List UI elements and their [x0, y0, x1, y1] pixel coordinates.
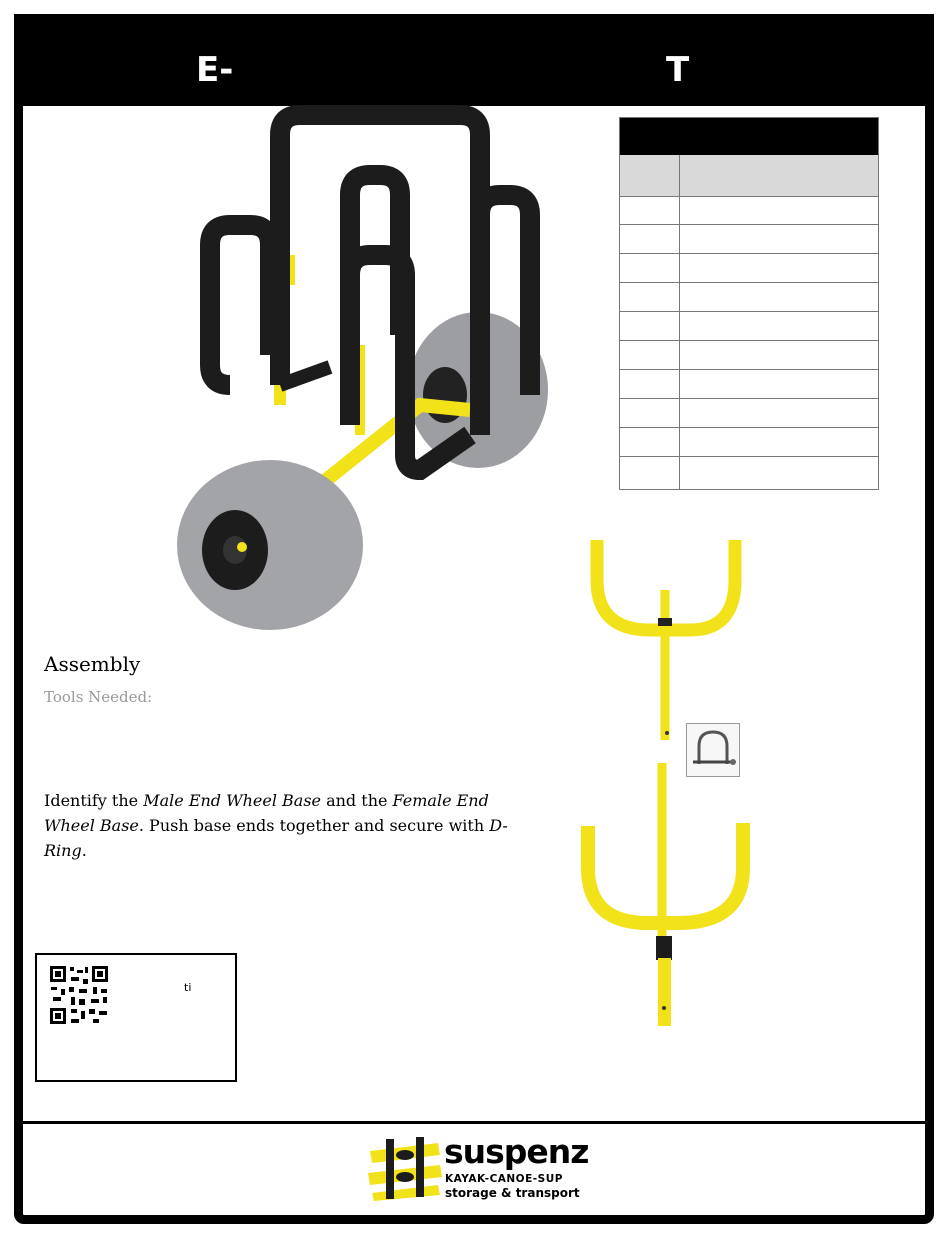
- table-row: [620, 399, 878, 428]
- male-end-wheel-base-image: [590, 535, 750, 745]
- header-title-left: E-: [196, 50, 234, 90]
- tools-needed-label: Tools Needed:: [44, 688, 153, 706]
- d-ring-term: D-Ring: [44, 816, 508, 860]
- table-row: [620, 457, 878, 486]
- brand-tagline-bottom: storage & transport: [445, 1186, 580, 1200]
- footer-divider: [23, 1121, 927, 1124]
- qr-code-icon[interactable]: [49, 965, 109, 1025]
- assembly-heading: Assembly: [44, 652, 141, 676]
- header-bar: [14, 14, 934, 106]
- table-row: [620, 196, 878, 225]
- table-row: [620, 312, 878, 341]
- female-end-term: Female End Wheel Base: [44, 791, 489, 835]
- table-row: [620, 225, 878, 254]
- assembly-instruction: Identify the Male End Wheel Base and the Female End Wheel Base. Push base ends together and secure with D-Ring.: [44, 791, 508, 860]
- table-row: [620, 428, 878, 457]
- kayak-cart-image: [170, 105, 570, 635]
- female-end-wheel-base-image: [578, 758, 758, 1033]
- parts-table: [619, 117, 879, 490]
- qr-code-box: [35, 953, 237, 1082]
- parts-table-header: [620, 118, 878, 155]
- table-row: [620, 283, 878, 312]
- table-row: [620, 370, 878, 399]
- brand-name: suspenz: [444, 1132, 589, 1171]
- parts-table-column-header: [620, 155, 878, 197]
- table-row: [620, 254, 878, 283]
- brand-tagline-top: KAYAK-CANOE-SUP: [445, 1173, 563, 1185]
- qr-box-text: ti: [184, 981, 192, 994]
- male-end-term: Male End Wheel Base: [143, 791, 321, 810]
- header-title-right: T: [666, 50, 690, 90]
- table-row: [620, 341, 878, 370]
